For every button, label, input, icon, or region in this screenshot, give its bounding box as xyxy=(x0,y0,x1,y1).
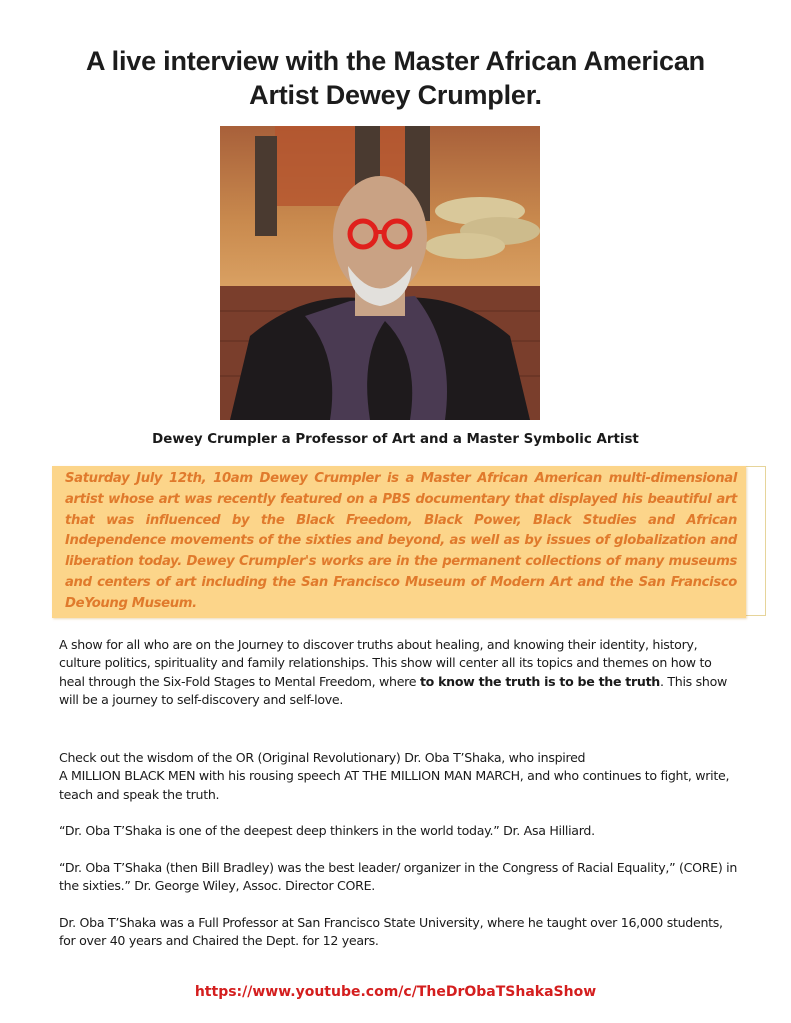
host-intro-line-1: Check out the wisdom of the OR (Original Revolutionary) Dr. Oba T’Shaka, who inspired xyxy=(59,750,586,765)
artist-portrait-illustration xyxy=(220,126,540,420)
youtube-channel-link[interactable]: https://www.youtube.com/c/TheDrObaTShakaShow xyxy=(194,984,597,1000)
event-description: Saturday July 12th, 10am Dewey Crumpler is a Master African American multi-dimensional artist whose art was recently featured on a PBS documentary that displayed his beautiful art that was influenced by the Black Freedom, Black Power, Black Studies and African Independence movements of the sixties and beyond, as well as by issues of globalization and liberation today. Dewey Crumpler's works are in the permanent collections of many museums and centers of art including the San Francisco Museum of Modern Art and the San Francisco DeYoung Museum. xyxy=(65,471,737,611)
mural-pods xyxy=(425,233,505,259)
show-description-text: A show for all who are on the Journey to discover truths about healing, and knowing their identity, history, culture politics, spirituality and family relationships. This show will center all its topics and themes on how to heal through the Six-Fold Stages to Mental Freedom, where xyxy=(59,637,712,689)
page-title-line-1: A live interview with the Master African American xyxy=(86,46,705,76)
host-bio-paragraph: Dr. Oba T’Shaka was a Full Professor at San Francisco State University, where he taught over 16,000 students, for over 40 years and Chaired the Dept. for 12 years. xyxy=(59,915,723,949)
photo-caption: Dewey Crumpler a Professor of Art and a Master Symbolic Artist xyxy=(152,432,639,447)
artist-photo xyxy=(220,126,540,420)
show-description-text-end: . This show will be a journey to self-discovery and self-love. xyxy=(59,673,727,708)
quote-asa-hilliard: “Dr. Oba T’Shaka is one of the deepest deep thinkers in the world today.” Dr. Asa Hilliard. xyxy=(59,823,595,838)
page-title-line-2: Artist Dewey Crumpler. xyxy=(249,80,542,110)
host-intro-rest: A MILLION BLACK MEN with his rousing speech AT THE MILLION MAN MARCH, and who continues to fight, write, teach and speak the truth. xyxy=(59,768,730,802)
host-intro-paragraph xyxy=(59,749,739,804)
head xyxy=(333,176,427,296)
show-description-paragraph xyxy=(59,636,739,710)
quote-george-wiley: “Dr. Oba T’Shaka (then Bill Bradley) was the best leader/ organizer in the Congress of Racial Equality,” (CORE) in the sixties.” Dr. George Wiley, Assoc. Director CORE. xyxy=(59,860,738,894)
mural-leg xyxy=(255,136,277,236)
show-description-emphasis: to know the truth is to be the truth xyxy=(419,673,660,689)
page-title xyxy=(0,44,791,112)
